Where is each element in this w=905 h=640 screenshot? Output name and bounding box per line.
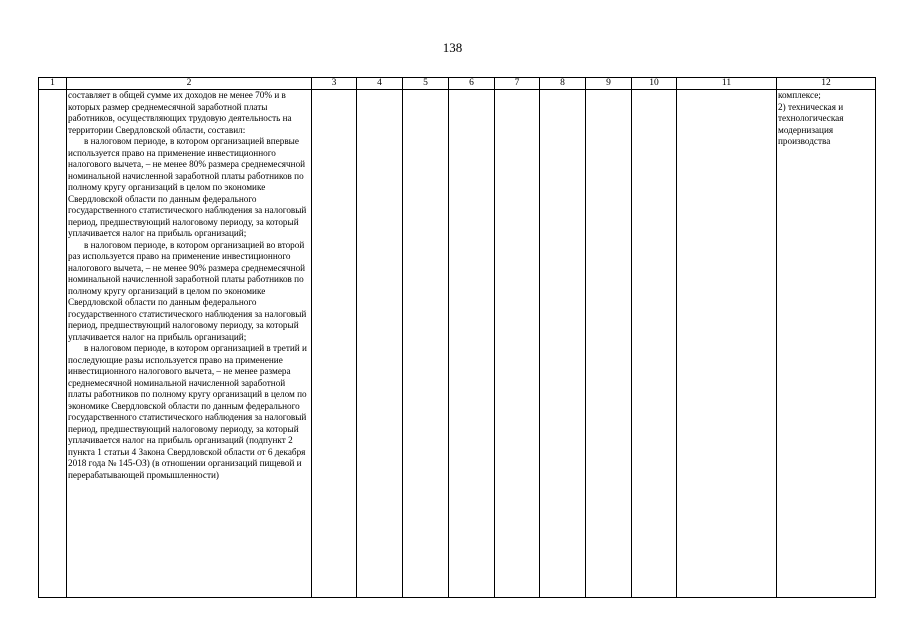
column-header-2: 2 xyxy=(67,78,312,90)
table-cell-col-4 xyxy=(357,90,403,598)
column-header-11: 11 xyxy=(677,78,777,90)
goal-modernization-text: 2) техническая и технологическая модернизация производства xyxy=(778,101,844,146)
table-cell-col-11 xyxy=(677,90,777,598)
goal-continuation-text: комплексе; xyxy=(778,90,821,100)
table-row xyxy=(39,90,876,598)
table-cell-col-1 xyxy=(39,90,67,598)
column-header-7: 7 xyxy=(495,78,540,90)
page-number: 138 xyxy=(442,40,463,55)
column-header-5: 5 xyxy=(403,78,449,90)
table-cell-col-3 xyxy=(312,90,357,598)
table-cell-col-5 xyxy=(403,90,449,598)
table-cell-col-9 xyxy=(586,90,632,598)
table-cell-col-8 xyxy=(540,90,586,598)
column-header-12: 12 xyxy=(777,78,876,90)
column-header-9: 9 xyxy=(586,78,632,90)
table-cell-col-12 xyxy=(777,90,876,598)
column-header-10: 10 xyxy=(632,78,677,90)
table-cell-col-6 xyxy=(449,90,495,598)
table-cell-col-10 xyxy=(632,90,677,598)
criteria-second-period-text: в налоговом периоде, в котором организацией во второй раз используется право на применение инвестиционного налогового вычета, – не менее 90% размера среднемесячной номинальной начисленной заработной платы работников по полному кругу организаций в целом по экономике Свердловской области по данным федерального государственного статистического наблюдения за налоговый период, предшествующий налоговому периоду, за который уплачивается налог на прибыль организаций; xyxy=(68,239,307,342)
column-header-4: 4 xyxy=(357,78,403,90)
criteria-intro-text: составляет в общей сумме их доходов не менее 70% и в которых размер среднемесячной заработной платы работников, осуществляющих трудовую деятельность на территории Свердловской области, составил: xyxy=(68,90,292,135)
column-header-6: 6 xyxy=(449,78,495,90)
table-header-row xyxy=(39,78,876,90)
column-header-8: 8 xyxy=(540,78,586,90)
column-header-1: 1 xyxy=(39,78,67,90)
criteria-third-period-text: в налоговом периоде, в котором организацией в третий и последующие разы используется право на применение инвестиционного налогового вычета, – не менее размера среднемесячной номинальной начисленной заработной платы работников по полному кругу организаций в целом по экономике Свердловской области по данным федерального государственного статистического наблюдения за налоговый период, предшествующий налоговому периоду, за который уплачивается налог на прибыль организаций (подпункт 2 пункта 1 статьи 4 Закона Свердловской области от 6 декабря 2018 года № 145-ОЗ) (в отношении организаций пищевой и перерабатывающей промышленности) xyxy=(68,343,307,480)
column-header-3: 3 xyxy=(312,78,357,90)
document-table xyxy=(38,77,876,598)
table-cell-col-2 xyxy=(67,90,312,598)
table-cell-col-7 xyxy=(495,90,540,598)
criteria-first-period-text: в налоговом периоде, в котором организацией впервые используется право на применение инвестиционного налогового вычета, – не менее 80% размера среднемесячной номинальной начисленной заработной платы работников по полному кругу организаций в целом по экономике Свердловской области по данным федерального государственного статистического наблюдения за налоговый период, предшествующий налоговому периоду, за который уплачивается налог на прибыль организаций; xyxy=(68,136,307,238)
